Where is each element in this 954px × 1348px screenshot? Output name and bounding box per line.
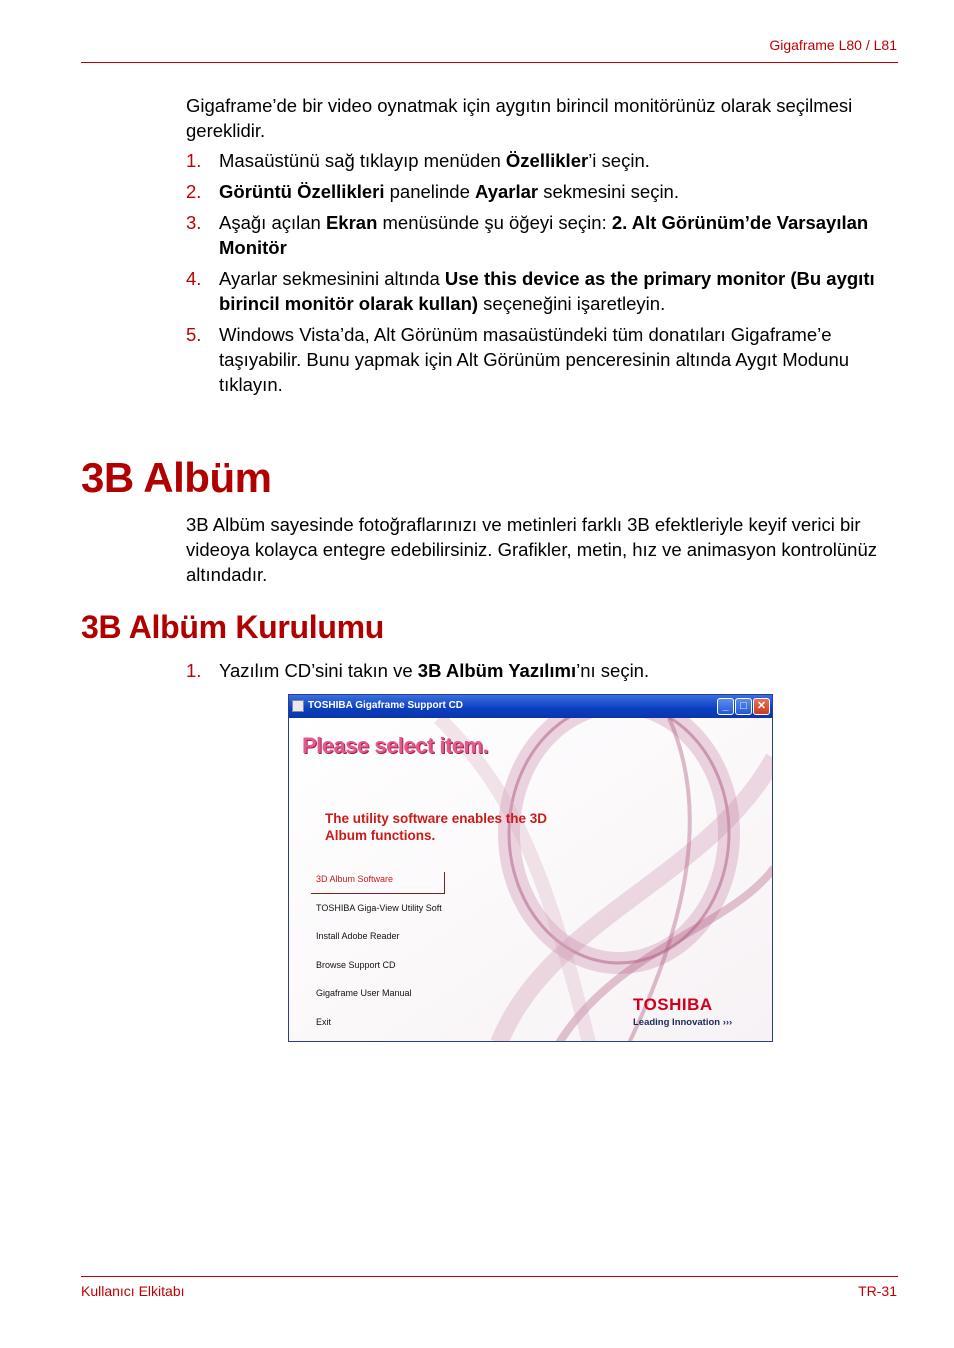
app-icon: [292, 700, 304, 712]
intro-paragraph: Gigaframe’de bir video oynatmak için aygıtın birincil monitörünüz olarak seçilmesi gereklidir.: [186, 95, 853, 141]
step-text: panelinde: [384, 181, 476, 202]
setup-steps-list: [186, 658, 898, 689]
subsection-title: 3B Albüm Kurulumu: [81, 609, 385, 645]
step-bold: 2. Alt Görünüm’de Varsayılan Monitör: [219, 212, 869, 258]
step-item: [186, 179, 898, 204]
step-number: 2.: [186, 181, 202, 202]
menu-item-adobe-reader[interactable]: Install Adobe Reader: [316, 931, 400, 942]
support-menu: [316, 871, 516, 1042]
section-title: 3B Albüm: [81, 454, 272, 501]
step-number: 5.: [186, 324, 202, 345]
step-number: 1.: [186, 660, 202, 681]
step-bold: Görüntü Özellikleri: [219, 181, 385, 202]
header-divider: [81, 62, 898, 63]
window-heading: Please select item.: [302, 733, 489, 758]
step-text: Masaüstünü sağ tıklayıp menüden: [219, 150, 506, 171]
step-text: Aşağı açılan: [219, 212, 326, 233]
step-text: Yazılım CD’sini takın ve: [219, 660, 418, 681]
running-header: Gigaframe L80 / L81: [769, 37, 897, 53]
support-cd-window: [288, 694, 773, 1042]
step-bold: Özellikler: [505, 150, 589, 171]
step-number: 4.: [186, 268, 202, 289]
step-number: 1.: [186, 150, 202, 171]
section-paragraph: 3B Albüm sayesinde fotoğraflarınızı ve metinleri farklı 3B efektleriyle keyif verici bir videoya kolayca entegre edebilirsiniz. Grafikler, metin, hız ve animasyon kontrolünüz altındadır.: [186, 514, 878, 585]
maximize-button[interactable]: □: [735, 698, 752, 715]
step-item: [186, 210, 898, 260]
step-item: [186, 266, 898, 316]
menu-item-3d-album[interactable]: 3D Album Software: [316, 874, 394, 884]
step-text: menüsünde şu öğeyi seçin:: [377, 212, 612, 233]
step-text: seçeneğini işaretleyin.: [478, 293, 666, 314]
step-text: sekmesini seçin.: [538, 181, 679, 202]
menu-item-exit[interactable]: Exit: [316, 1016, 332, 1027]
brand-tagline: Leading Innovation ›››: [633, 1017, 733, 1028]
step-bold: Use this device as the primary monitor (Bu aygıtı birincil monitör olarak kullan): [219, 268, 875, 314]
page-number: TR-31: [858, 1283, 897, 1299]
minimize-button[interactable]: _: [717, 698, 734, 715]
toshiba-logo: TOSHIBA: [633, 995, 713, 1014]
footer-divider: [81, 1276, 898, 1277]
window-description: The utility software enables the 3D Album functions.: [325, 811, 548, 843]
step-text: Ayarlar sekmesinini altında: [219, 268, 445, 289]
step-bold: 3B Albüm Yazılımı: [417, 660, 577, 681]
close-button[interactable]: ✕: [753, 698, 770, 715]
step-bold: Ayarlar: [475, 181, 539, 202]
step-text: ’i seçin.: [588, 150, 650, 171]
window-title: TOSHIBA Gigaframe Support CD: [308, 700, 464, 711]
menu-item-browse-cd[interactable]: Browse Support CD: [316, 959, 396, 970]
step-text: Windows Vista’da, Alt Görünüm masaüstündeki tüm donatıları Gigaframe’e taşıyabilir. Bunu yapmak için Alt Görünüm penceresinin altında Aygıt Modunu tıklayın.: [219, 324, 850, 395]
step-item: [186, 148, 898, 173]
step-number: 3.: [186, 212, 202, 233]
footer-manual-name: Kullanıcı Elkitabı: [81, 1283, 185, 1299]
step-text: ’nı seçin.: [576, 660, 650, 681]
step-item: [186, 322, 898, 397]
menu-item-user-manual[interactable]: Gigaframe User Manual: [316, 988, 412, 999]
step-bold: Ekran: [325, 212, 378, 233]
window-titlebar[interactable]: [289, 695, 772, 718]
steps-list: [186, 148, 898, 403]
step-item: [186, 658, 898, 683]
menu-item-giga-view[interactable]: TOSHIBA Giga-View Utility Soft: [316, 902, 442, 913]
